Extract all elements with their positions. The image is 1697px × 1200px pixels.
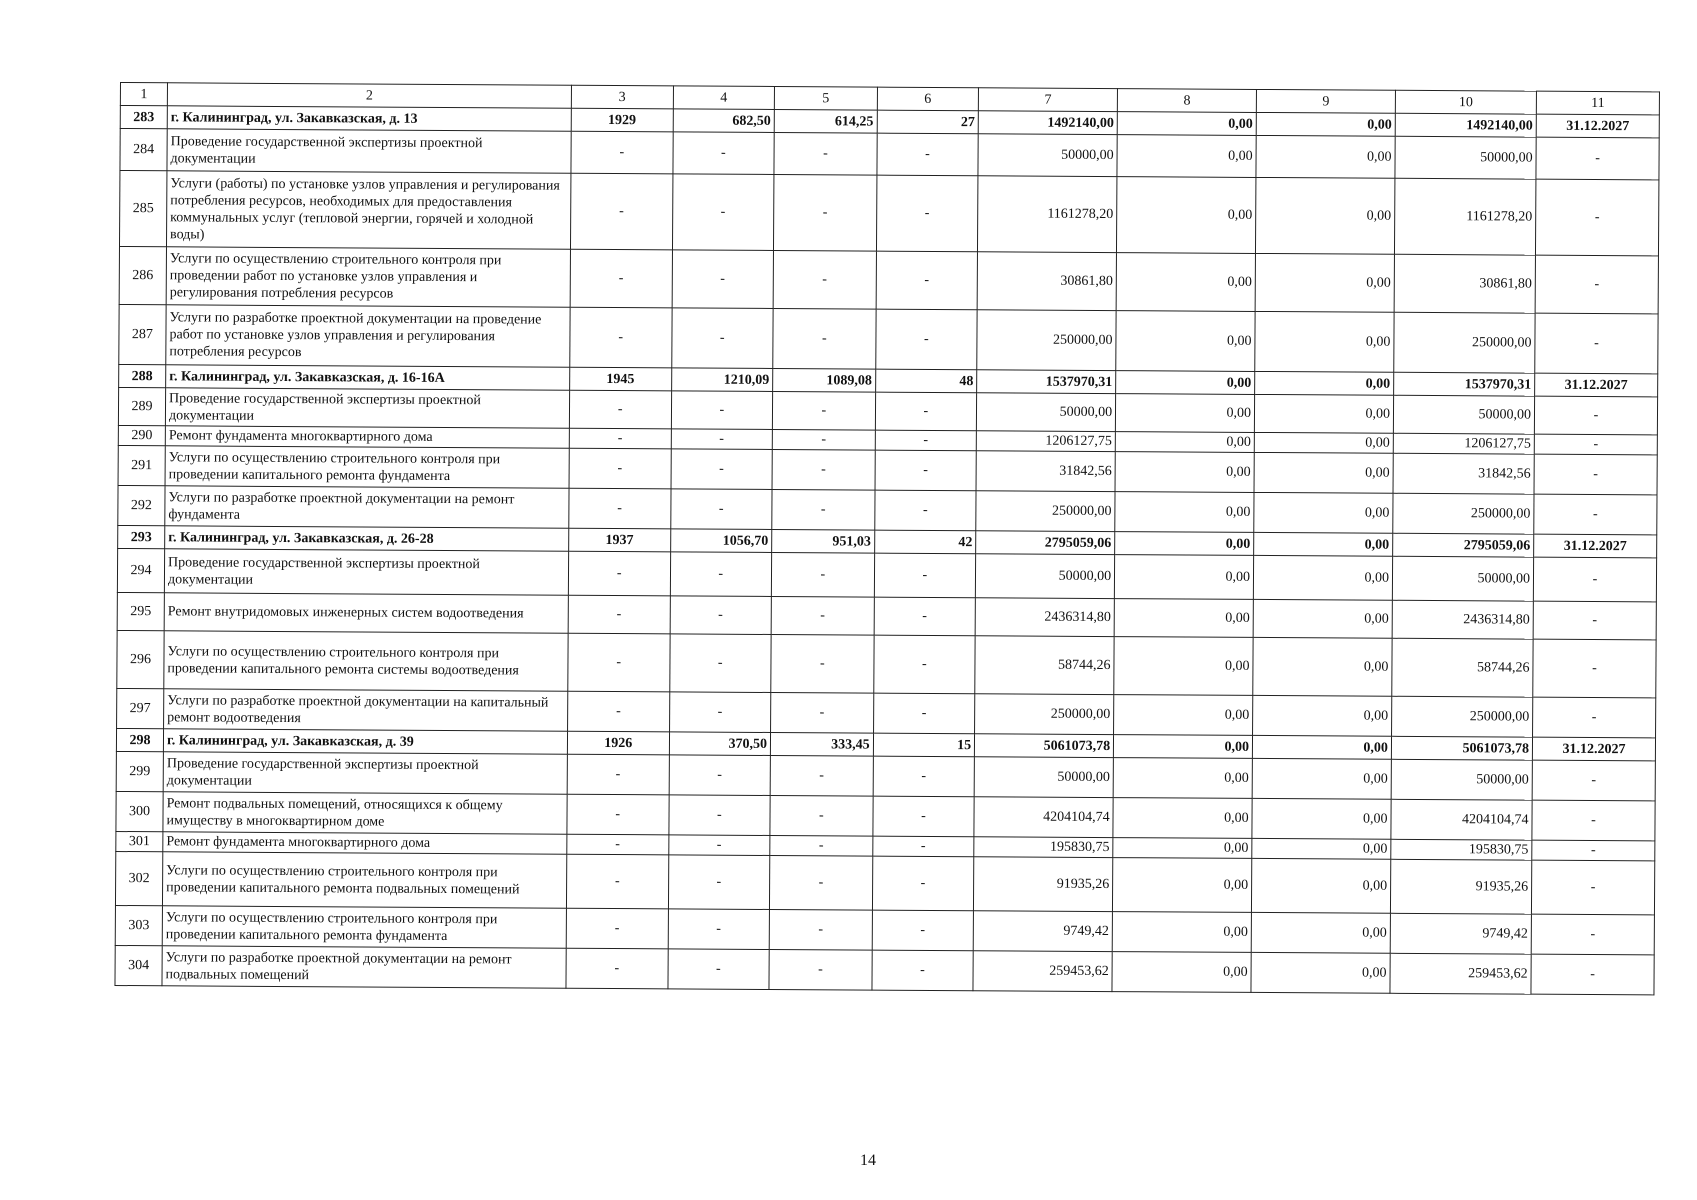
work-description: Услуги по разработке проектной документации на капитальный ремонт водоотведения <box>164 689 568 731</box>
cell-deadline: - <box>1532 840 1655 861</box>
cell-federal-funds: 0,00 <box>1117 177 1256 254</box>
cell-regional-funds: 0,00 <box>1253 695 1392 736</box>
cell-regional-funds: 0,00 <box>1254 532 1393 556</box>
cell-federal-funds: 0,00 <box>1116 394 1255 433</box>
cell-living-area: 614,25 <box>774 109 877 133</box>
cell-total-cost: 30861,80 <box>977 252 1116 311</box>
cell-total-area: - <box>669 634 771 693</box>
cell-regional-funds: 0,00 <box>1256 135 1395 178</box>
cell-residents: - <box>873 635 975 694</box>
cell-living-area: - <box>773 308 876 369</box>
cell-living-area: 1089,08 <box>773 368 876 392</box>
cell-residents: - <box>872 910 974 951</box>
cell-year: - <box>567 794 669 835</box>
cell-total-cost: 50000,00 <box>977 393 1116 432</box>
work-description: Проведение государственной экспертизы проектной документации <box>165 388 569 428</box>
cell-deadline: - <box>1533 601 1656 640</box>
cell-year: - <box>569 428 671 449</box>
cell-total-cost: 250000,00 <box>975 694 1114 735</box>
cell-regional-funds: 0,00 <box>1254 432 1393 453</box>
column-header: 7 <box>979 88 1118 112</box>
cell-owner-funds: 259453,62 <box>1390 953 1531 994</box>
cell-deadline: - <box>1531 954 1654 995</box>
cell-owner-funds: 50000,00 <box>1393 395 1534 434</box>
work-row <box>115 851 1654 914</box>
work-description: Услуги по разработке проектной документации на проведение работ по установке узлов управления и регулирования потребления ресурсов <box>166 305 570 367</box>
cell-residents: - <box>874 553 976 598</box>
cell-year: - <box>568 595 670 634</box>
cell-deadline: - <box>1534 434 1657 455</box>
work-row <box>119 246 1658 313</box>
column-header: 5 <box>774 86 877 110</box>
row-number: 289 <box>118 387 165 425</box>
cell-year: 1945 <box>570 367 672 391</box>
row-number: 287 <box>119 304 166 364</box>
cell-deadline: - <box>1534 396 1657 435</box>
work-description: г. Калининград, ул. Закавказская, д. 39 <box>163 729 567 754</box>
work-description: Услуги по разработке проектной документации на ремонт фундамента <box>165 486 569 528</box>
cell-living-area: - <box>774 174 877 251</box>
cell-living-area: - <box>771 596 874 635</box>
cell-total-area: - <box>672 132 774 175</box>
cell-residents: 15 <box>873 733 975 757</box>
row-number: 295 <box>117 592 164 630</box>
column-header: 3 <box>571 85 673 109</box>
cell-deadline: 31.12.2027 <box>1536 114 1659 138</box>
cell-total-cost: 2795059,06 <box>976 531 1115 555</box>
cell-total-cost: 31842,56 <box>976 451 1115 492</box>
work-row <box>117 630 1656 697</box>
cell-total-cost: 91935,26 <box>974 857 1113 912</box>
cell-residents: - <box>875 430 977 451</box>
cell-year: - <box>568 633 670 692</box>
cell-regional-funds: 0,00 <box>1253 599 1392 638</box>
cell-residents: - <box>877 133 979 176</box>
cell-regional-funds: 0,00 <box>1254 452 1393 493</box>
cell-residents: - <box>874 597 976 636</box>
row-number: 297 <box>117 688 164 728</box>
cell-living-area: - <box>769 949 872 990</box>
work-description: Услуги по осуществлению строительного контроля при проведении капитального ремонта подвальных помещений <box>162 852 566 908</box>
work-description: Услуги по разработке проектной документации на ремонт подвальных помещений <box>162 946 566 988</box>
cell-owner-funds: 1161278,20 <box>1394 178 1536 255</box>
cell-deadline: - <box>1535 255 1658 314</box>
cell-living-area: - <box>773 250 876 309</box>
cell-residents: - <box>875 309 977 370</box>
cell-total-area: - <box>671 391 773 430</box>
cell-total-area: 1210,09 <box>671 368 773 392</box>
cell-federal-funds: 0,00 <box>1117 112 1256 136</box>
row-number: 284 <box>120 129 167 171</box>
cell-total-area: - <box>670 489 772 530</box>
cell-regional-funds: 0,00 <box>1255 371 1394 395</box>
cell-total-area: - <box>670 596 772 635</box>
cell-regional-funds: 0,00 <box>1256 112 1395 136</box>
cell-living-area: - <box>772 429 875 450</box>
cell-regional-funds: 0,00 <box>1253 637 1392 696</box>
work-description: г. Калининград, ул. Закавказская, д. 13 <box>167 106 571 131</box>
work-description: Услуги по осуществлению строительного контроля при проведении работ по установке узлов управления и регулирования потребления ресурсов <box>166 247 570 307</box>
cell-deadline: - <box>1536 179 1659 256</box>
row-number: 293 <box>118 525 165 548</box>
row-number: 303 <box>115 905 162 945</box>
work-row <box>119 304 1658 373</box>
cell-living-area: - <box>770 795 873 836</box>
cell-total-cost: 1206127,75 <box>976 431 1115 452</box>
cell-residents: - <box>875 450 977 491</box>
cell-residents: - <box>876 175 978 252</box>
cell-federal-funds: 0,00 <box>1114 637 1253 696</box>
work-description: Ремонт фундамента многоквартирного дома <box>165 426 569 448</box>
cell-year: - <box>569 390 671 429</box>
column-header: 10 <box>1395 90 1536 114</box>
cell-year: - <box>566 908 668 949</box>
cell-residents: - <box>873 756 975 797</box>
cell-regional-funds: 0,00 <box>1254 492 1393 533</box>
cell-owner-funds: 58744,26 <box>1392 638 1533 697</box>
cell-total-cost: 1537970,31 <box>977 370 1116 394</box>
cell-total-area: - <box>672 174 774 251</box>
cell-total-cost: 195830,75 <box>974 837 1113 858</box>
cell-total-cost: 50000,00 <box>976 554 1115 599</box>
row-number: 285 <box>119 171 166 247</box>
cell-residents: 48 <box>875 369 977 393</box>
cell-living-area: - <box>772 449 875 490</box>
work-description: Проведение государственной экспертизы проектной документации <box>163 752 567 794</box>
row-number: 288 <box>119 364 166 387</box>
cell-total-area: 682,50 <box>673 109 775 133</box>
cell-owner-funds: 4204104,74 <box>1391 799 1532 840</box>
column-header: 2 <box>167 83 571 108</box>
cell-living-area: - <box>772 489 875 530</box>
cell-total-area: - <box>669 755 771 796</box>
cell-year: - <box>570 173 672 250</box>
cell-deadline: - <box>1532 800 1655 841</box>
cell-owner-funds: 50000,00 <box>1395 136 1536 179</box>
cell-owner-funds: 250000,00 <box>1394 312 1535 373</box>
work-description: Проведение государственной экспертизы проектной документации <box>167 129 571 173</box>
work-description: Услуги по осуществлению строительного контроля при проведении капитального ремонта фундамента <box>162 906 566 948</box>
row-number: 294 <box>117 548 164 592</box>
cell-owner-funds: 250000,00 <box>1392 696 1533 737</box>
cell-living-area: - <box>770 755 873 796</box>
cell-owner-funds: 1537970,31 <box>1394 372 1535 396</box>
cell-owner-funds: 50000,00 <box>1392 556 1533 601</box>
cell-federal-funds: 0,00 <box>1113 798 1252 839</box>
cell-year: 1926 <box>567 731 669 755</box>
cell-residents: - <box>874 490 976 531</box>
cell-deadline: - <box>1533 697 1656 738</box>
cell-owner-funds: 5061073,78 <box>1391 736 1532 760</box>
cell-year: - <box>566 948 668 989</box>
cell-living-area: - <box>772 391 875 430</box>
row-number: 299 <box>116 751 163 791</box>
work-row <box>119 171 1658 256</box>
cell-living-area: 333,45 <box>770 732 873 756</box>
cell-regional-funds: 0,00 <box>1254 394 1393 433</box>
cell-federal-funds: 0,00 <box>1113 858 1252 913</box>
cell-total-area: 370,50 <box>669 732 771 756</box>
cell-owner-funds: 31842,56 <box>1393 453 1534 494</box>
cell-deadline: - <box>1533 639 1656 698</box>
cell-total-area: - <box>668 855 770 910</box>
cell-year: - <box>568 551 670 596</box>
cell-deadline: - <box>1532 760 1655 801</box>
cell-year: - <box>570 249 672 308</box>
cell-regional-funds: 0,00 <box>1252 838 1391 859</box>
work-description: Ремонт внутридомовых инженерных систем водоотведения <box>164 593 568 633</box>
cell-deadline: 31.12.2027 <box>1532 737 1655 761</box>
cell-living-area: - <box>770 855 873 910</box>
cell-living-area: - <box>771 552 874 597</box>
row-number: 301 <box>116 831 163 851</box>
page-number: 14 <box>860 1152 876 1169</box>
cell-owner-funds: 1492140,00 <box>1395 113 1536 137</box>
cell-total-area: 1056,70 <box>670 529 772 553</box>
cell-total-cost: 50000,00 <box>974 757 1113 798</box>
cell-year: - <box>569 488 671 529</box>
cell-year: - <box>569 448 671 489</box>
row-number: 286 <box>119 246 166 304</box>
cell-total-cost: 250000,00 <box>977 310 1116 371</box>
cell-federal-funds: 0,00 <box>1113 758 1252 799</box>
column-header: 9 <box>1256 89 1395 113</box>
work-description: Услуги по осуществлению строительного контроля при проведении капитального ремонта фундамента <box>165 446 569 488</box>
cell-total-cost: 1492140,00 <box>978 111 1117 135</box>
cell-federal-funds: 0,00 <box>1116 311 1255 372</box>
cell-living-area: - <box>770 835 873 856</box>
cell-residents: - <box>872 950 974 991</box>
cell-total-area: - <box>668 835 770 856</box>
cell-federal-funds: 0,00 <box>1115 492 1254 533</box>
cell-deadline: 31.12.2027 <box>1534 534 1657 558</box>
column-header: 1 <box>120 83 167 106</box>
cell-residents: - <box>876 251 978 310</box>
cell-total-cost: 259453,62 <box>973 951 1112 992</box>
cell-year: - <box>568 691 670 732</box>
work-description: Услуги (работы) по установке узлов управления и регулирования потребления ресурсов, необходимых для предоставления коммунальных услуг (тепловой энергии, горячей и холодной воды) <box>167 171 571 249</box>
cell-federal-funds: 0,00 <box>1112 952 1251 993</box>
column-header: 4 <box>673 86 775 110</box>
cell-total-cost: 250000,00 <box>976 491 1115 532</box>
cell-owner-funds: 91935,26 <box>1390 859 1531 914</box>
work-description: Ремонт подвальных помещений, относящихся к общему имуществу в многоквартирном доме <box>163 792 567 834</box>
cell-federal-funds: 0,00 <box>1114 695 1253 736</box>
cell-living-area: - <box>771 634 874 693</box>
cell-owner-funds: 50000,00 <box>1391 759 1532 800</box>
cell-total-area: - <box>668 795 770 836</box>
row-number: 300 <box>116 791 163 831</box>
cell-residents: 27 <box>877 110 979 134</box>
column-header: 8 <box>1117 89 1256 113</box>
cell-deadline: - <box>1533 557 1656 602</box>
cell-total-area: - <box>668 949 770 990</box>
cell-residents: - <box>873 796 975 837</box>
cell-federal-funds: 0,00 <box>1117 135 1256 178</box>
cell-owner-funds: 30861,80 <box>1394 254 1535 313</box>
cell-owner-funds: 9749,42 <box>1390 913 1531 954</box>
cell-year: 1929 <box>571 108 673 132</box>
cell-deadline: - <box>1532 860 1655 915</box>
cell-regional-funds: 0,00 <box>1255 311 1394 372</box>
cell-total-area: - <box>671 308 773 369</box>
cell-residents: - <box>872 836 974 857</box>
cell-residents: - <box>873 693 975 734</box>
cell-regional-funds: 0,00 <box>1253 555 1392 600</box>
cell-deadline: - <box>1534 454 1657 495</box>
cell-owner-funds: 2436314,80 <box>1392 600 1533 639</box>
cell-regional-funds: 0,00 <box>1256 177 1395 254</box>
cell-deadline: - <box>1535 313 1658 374</box>
cell-federal-funds: 0,00 <box>1115 452 1254 493</box>
cell-owner-funds: 2795059,06 <box>1393 533 1534 557</box>
cell-total-cost: 9749,42 <box>973 911 1112 952</box>
cell-total-cost: 1161278,20 <box>978 176 1117 253</box>
cell-deadline: - <box>1536 137 1659 180</box>
row-number: 283 <box>120 106 167 129</box>
row-number: 302 <box>115 851 162 905</box>
cell-owner-funds: 250000,00 <box>1393 493 1534 534</box>
cell-federal-funds: 0,00 <box>1115 532 1254 556</box>
cell-regional-funds: 0,00 <box>1252 735 1391 759</box>
cell-regional-funds: 0,00 <box>1252 858 1391 913</box>
row-number: 296 <box>117 630 164 688</box>
cell-deadline: - <box>1531 914 1654 955</box>
cell-federal-funds: 0,00 <box>1112 912 1251 953</box>
column-header: 11 <box>1536 91 1659 115</box>
work-description: Ремонт фундамента многоквартирного дома <box>163 832 567 854</box>
cell-regional-funds: 0,00 <box>1251 912 1390 953</box>
cell-federal-funds: 0,00 <box>1114 599 1253 638</box>
row-number: 290 <box>118 425 165 445</box>
work-description: Услуги по осуществлению строительного контроля при проведении капитального ремонта системы водоотведения <box>164 631 568 691</box>
cell-residents: - <box>875 392 977 431</box>
cell-year: - <box>566 854 668 909</box>
cell-year: - <box>570 307 672 368</box>
work-description: г. Калининград, ул. Закавказская, д. 26-28 <box>165 526 569 551</box>
cell-year: - <box>571 131 673 174</box>
cell-federal-funds: 0,00 <box>1115 432 1254 453</box>
cell-total-cost: 5061073,78 <box>975 734 1114 758</box>
cell-residents: 42 <box>874 530 976 554</box>
cell-total-area: - <box>670 552 772 597</box>
row-number: 298 <box>116 728 163 751</box>
work-description: г. Калининград, ул. Закавказская, д. 16-16А <box>166 365 570 390</box>
cell-living-area: - <box>771 692 874 733</box>
cell-living-area: 951,03 <box>772 529 875 553</box>
work-row <box>115 945 1654 994</box>
cell-total-area: - <box>671 449 773 490</box>
cell-regional-funds: 0,00 <box>1251 952 1390 993</box>
cell-total-area: - <box>669 692 771 733</box>
cell-deadline: - <box>1534 494 1657 535</box>
cell-owner-funds: 1206127,75 <box>1393 433 1534 454</box>
cell-residents: - <box>872 856 974 911</box>
cell-regional-funds: 0,00 <box>1252 758 1391 799</box>
cell-federal-funds: 0,00 <box>1114 735 1253 759</box>
capital-repair-table <box>114 82 1659 995</box>
cell-total-cost: 2436314,80 <box>975 598 1114 637</box>
cell-year: 1937 <box>569 528 671 552</box>
cell-total-area: - <box>668 909 770 950</box>
work-description: Проведение государственной экспертизы проектной документации <box>164 549 568 595</box>
cell-regional-funds: 0,00 <box>1255 253 1394 312</box>
row-number: 304 <box>115 945 162 985</box>
cell-living-area: - <box>769 909 872 950</box>
column-header: 6 <box>877 87 979 111</box>
cell-owner-funds: 195830,75 <box>1391 839 1532 860</box>
cell-federal-funds: 0,00 <box>1116 253 1255 312</box>
cell-federal-funds: 0,00 <box>1114 555 1253 600</box>
cell-total-cost: 50000,00 <box>978 134 1117 177</box>
cell-total-cost: 58744,26 <box>975 636 1114 695</box>
table-body <box>115 106 1659 995</box>
cell-federal-funds: 0,00 <box>1116 371 1255 395</box>
cell-regional-funds: 0,00 <box>1252 798 1391 839</box>
row-number: 291 <box>118 445 165 485</box>
cell-total-area: - <box>671 429 773 450</box>
cell-total-area: - <box>672 250 774 309</box>
cell-living-area: - <box>774 132 877 175</box>
cell-total-cost: 4204104,74 <box>974 797 1113 838</box>
cell-year: - <box>567 754 669 795</box>
cell-federal-funds: 0,00 <box>1113 838 1252 859</box>
cell-deadline: 31.12.2027 <box>1535 373 1658 397</box>
cell-year: - <box>567 834 669 855</box>
row-number: 292 <box>118 485 165 525</box>
